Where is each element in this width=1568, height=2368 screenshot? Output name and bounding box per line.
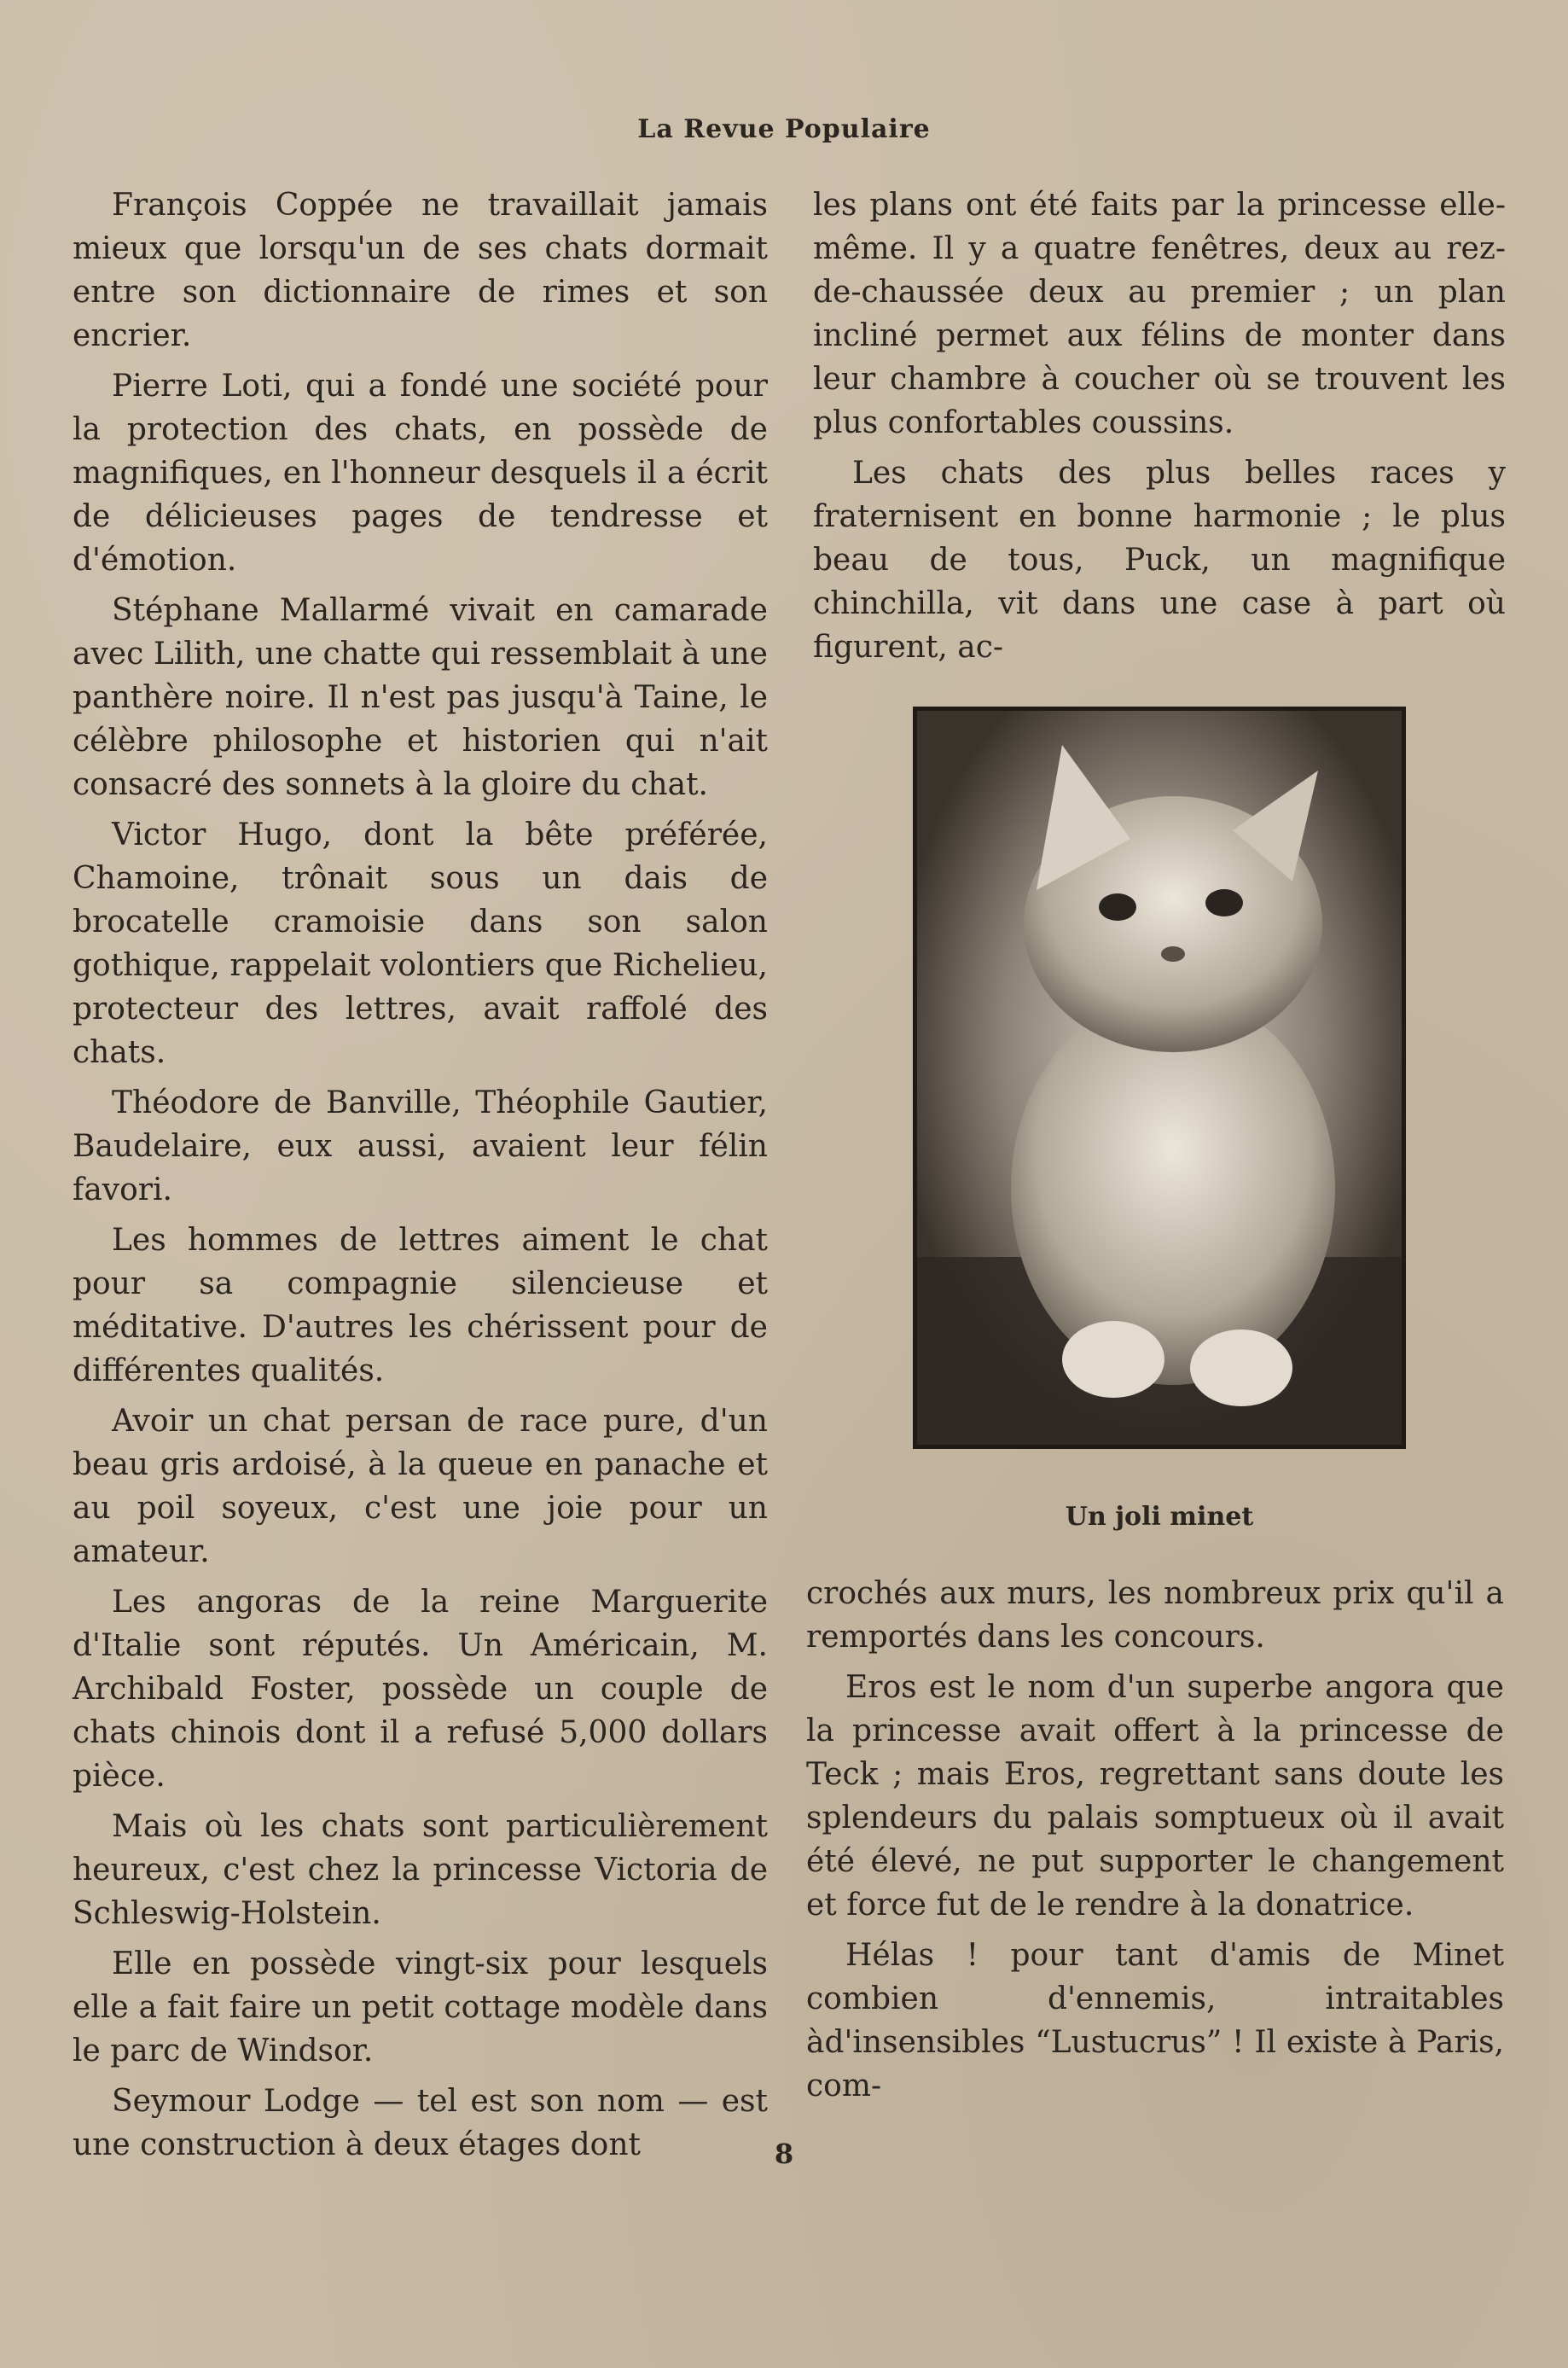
page-number: 8 <box>774 2138 794 2170</box>
paragraph: Victor Hugo, dont la bête préférée, Chamoine, trônait sous un dais de brocatelle cramoisie dans son salon gothique, rappelait volontiers que Richelieu, protecteur des lettres, avait raffolé des chats. <box>73 817 768 1070</box>
paragraph: Les hommes de lettres aiment le chat pour sa compagnie silencieuse et méditative. D'autres les chérissent pour de différentes qualités. <box>73 1223 768 1388</box>
paragraph: crochés aux murs, les nombreux prix qu'il a remportés dans les concours. <box>806 1576 1504 1655</box>
running-header: La Revue Populaire <box>637 114 931 144</box>
paragraph: les plans ont été faits par la princesse elle-même. Il y a quatre fenêtres, deux au rez-de-chaussée deux au premier ; un plan incliné permet aux félins de monter dans leur chambre à coucher où se trouvent les plus confortables coussins. <box>813 188 1506 440</box>
paragraph: Eros est le nom d'un superbe angora que la princesse avait offert à la princesse de Teck ; mais Eros, regrettant sans doute les splendeurs du palais somptueux où il avait été élevé, ne put supporter le changement et force fut de le rendre à la donatrice. <box>806 1670 1504 1923</box>
paragraph: Elle en possède vingt-six pour lesquels elle a fait faire un petit cottage modèle dans le parc de Windsor. <box>73 1946 768 2068</box>
paragraph: Stéphane Mallarmé vivait en camarade avec Lilith, une chatte qui ressemblait à une panthère noire. Il n'est pas jusqu'à Taine, le célèbre philosophe et historien qui n'ait consacré des sonnets à la gloire du chat. <box>73 593 768 802</box>
right-column-bottom <box>806 1572 1504 2115</box>
paragraph: Hélas ! pour tant d'amis de Minet combien d'ennemis, intraitables àd'insensibles “Lustucrus” ! Il existe à Paris, com- <box>806 1938 1504 2103</box>
photo-caption: Un joli minet <box>1065 1502 1254 1532</box>
paragraph: Les chats des plus belles races y fraternisent en bonne harmonie ; le plus beau de tous, Puck, un magnifique chinchilla, vit dans une case à part où figurent, ac- <box>813 456 1506 665</box>
paragraph: Seymour Lodge — tel est son nom — est une construction à deux étages dont <box>73 2084 768 2162</box>
paragraph: Avoir un chat persan de race pure, d'un beau gris ardoisé, à la queue en panache et au poil soyeux, c'est une joie pour un amateur. <box>73 1404 768 1569</box>
kitten-illustration <box>917 711 1402 1445</box>
right-column-top <box>813 183 1506 676</box>
paragraph: Théodore de Banville, Théophile Gautier, Baudelaire, eux aussi, avaient leur félin favori. <box>73 1085 768 1207</box>
left-column <box>73 183 768 2173</box>
paragraph: François Coppée ne travaillait jamais mieux que lorsqu'un de ses chats dormait entre son dictionnaire de rimes et son encrier. <box>73 188 768 353</box>
paragraph: Mais où les chats sont particulièrement heureux, c'est chez la princesse Victoria de Schleswig-Holstein. <box>73 1809 768 1931</box>
paragraph: Les angoras de la reine Marguerite d'Italie sont réputés. Un Américain, M. Archibald Foster, possède un couple de chats chinois dont il a refusé 5,000 dollars pièce. <box>73 1585 768 1794</box>
kitten-photo <box>913 707 1406 1449</box>
paragraph: Pierre Loti, qui a fondé une société pour la protection des chats, en possède de magnifiques, en l'honneur desquels il a écrit de délicieuses pages de tendresse et d'émotion. <box>73 369 768 578</box>
